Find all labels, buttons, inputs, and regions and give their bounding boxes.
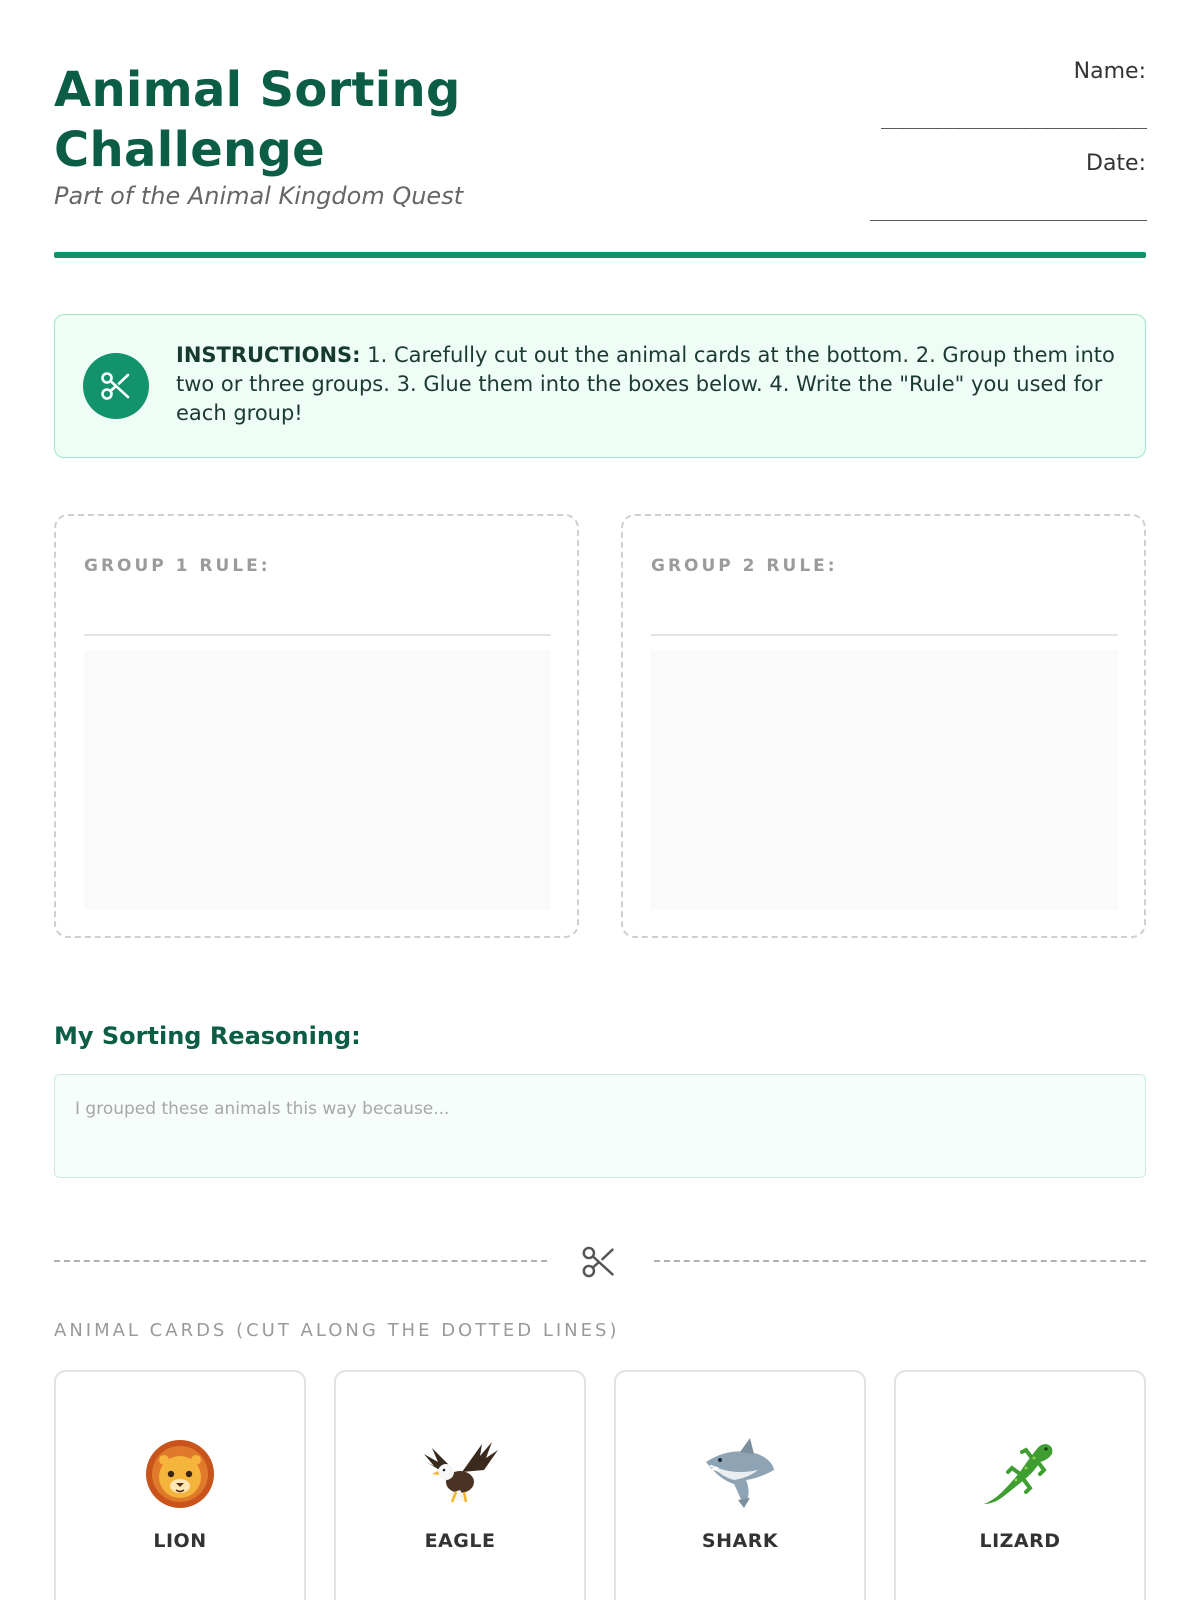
group-2-box <box>621 514 1146 938</box>
page-subtitle: Part of the Animal Kingdom Quest <box>54 182 464 210</box>
cards-heading: ANIMAL CARDS (CUT ALONG THE DOTTED LINES) <box>54 1320 620 1341</box>
group-2-rule-line[interactable] <box>651 634 1118 636</box>
group-1-glue-area <box>84 650 551 910</box>
card-label-eagle: EAGLE <box>424 1530 496 1552</box>
group-1-label: GROUP 1 RULE: <box>84 556 271 576</box>
group-1-rule-line[interactable] <box>84 634 551 636</box>
animal-card-lion[interactable] <box>54 1370 306 1600</box>
header-divider <box>54 252 1146 258</box>
animal-card-lizard[interactable] <box>894 1370 1146 1600</box>
scissors-icon <box>83 353 149 419</box>
animal-card-shark[interactable] <box>614 1370 866 1600</box>
reasoning-input[interactable] <box>54 1074 1146 1178</box>
date-field[interactable]: _________________________ <box>869 197 1146 221</box>
worksheet-page <box>54 0 1146 1600</box>
card-label-lion: LION <box>153 1530 207 1552</box>
worksheet-header <box>54 56 1146 256</box>
scissors-icon <box>581 1244 617 1280</box>
shark-icon <box>616 1436 864 1516</box>
animal-card-eagle[interactable] <box>334 1370 586 1600</box>
student-info <box>766 56 1146 240</box>
group-2-glue-area <box>651 650 1118 910</box>
cut-line-left <box>54 1260 547 1262</box>
lizard-icon <box>896 1436 1144 1516</box>
reasoning-heading: My Sorting Reasoning: <box>54 1022 361 1050</box>
cut-line-right <box>654 1260 1146 1262</box>
lion-icon <box>56 1436 304 1516</box>
reasoning-placeholder: I grouped these animals this way because... <box>75 1099 450 1119</box>
instructions-label: INSTRUCTIONS: <box>176 343 361 367</box>
eagle-icon <box>336 1436 584 1516</box>
page-title: Animal Sorting Challenge <box>54 62 461 178</box>
card-label-shark: SHARK <box>701 1530 779 1552</box>
group-2-label: GROUP 2 RULE: <box>651 556 838 576</box>
name-label: Name: <box>1073 59 1146 84</box>
instructions-text <box>176 341 1116 428</box>
group-1-box <box>54 514 579 938</box>
card-label-lizard: LIZARD <box>979 1530 1061 1552</box>
instructions-box <box>54 314 1146 458</box>
instructions-body: 1. Carefully cut out the animal cards at the bottom. 2. Group them into two or three groups. 3. Glue them into the boxes below. 4. Write the "Rule" you used for each group! <box>176 343 1115 425</box>
name-field[interactable]: ________________________ <box>881 105 1146 129</box>
date-label: Date: <box>1086 151 1146 176</box>
